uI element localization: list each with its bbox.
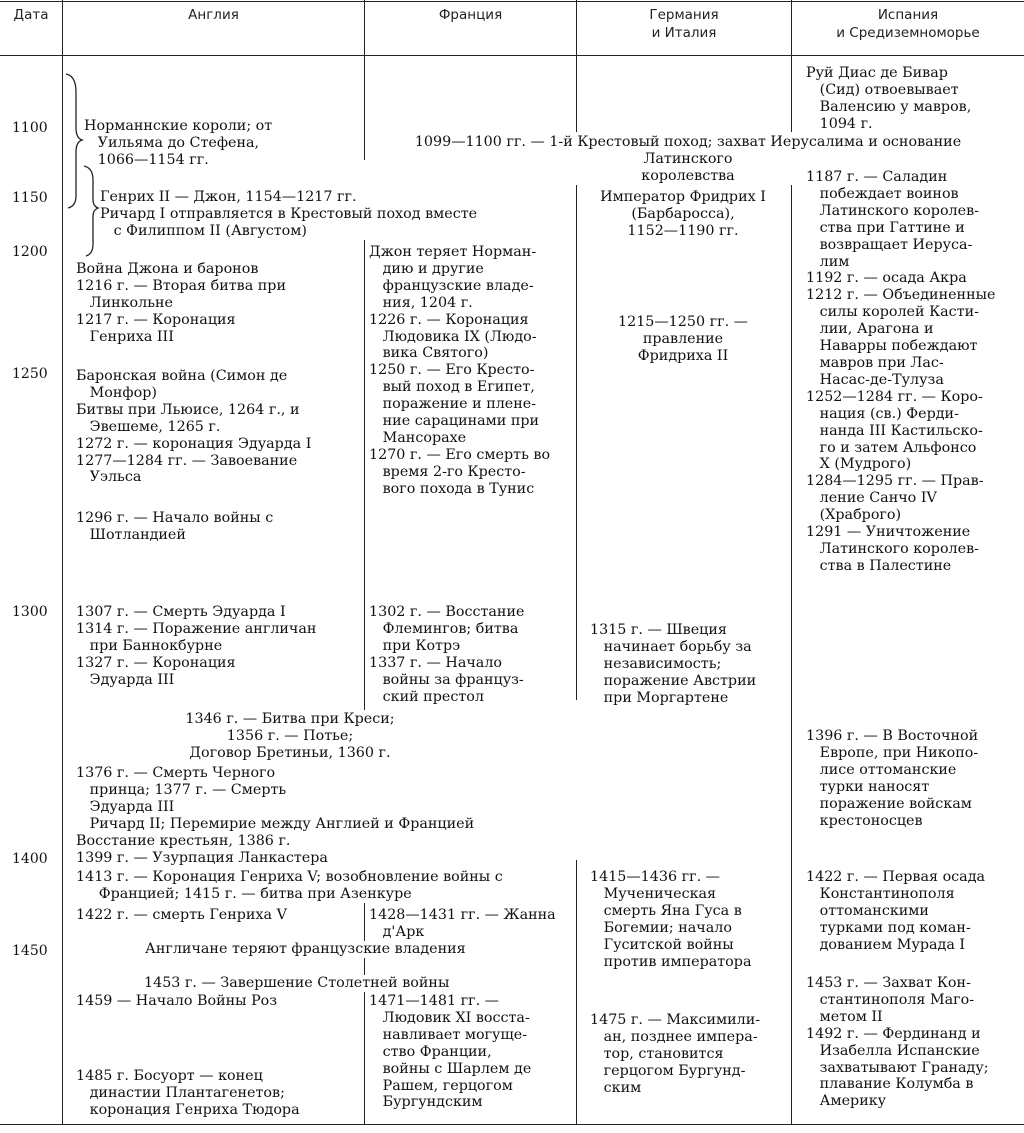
entry-england-scotland: 1296 г. — Начало войны с Шотландией bbox=[76, 510, 274, 543]
brace-norman-kings bbox=[66, 74, 82, 208]
header-france: Франция bbox=[438, 7, 503, 23]
entry-england-wars-of-roses: 1459 — Начало Войны Роз bbox=[76, 993, 278, 1009]
entry-england-henry-ii: Генрих II — Джон, 1154—1217 гг. Ричард I отправляется в Крестовый поход вместе с Филиппом II (Августом) bbox=[100, 189, 478, 239]
entry-hundred-years-war-end: 1453 г. — Завершение Столетней войны bbox=[144, 975, 450, 991]
entry-spain-saladin: 1187 г. — Саладин побеждает воинов Латинского королев- ства при Гаттине и возвращает Иеруса- лим 1192 г. — осада Акра 1212 г. — Объединенные силы королей Касти- лии, Арагона и Наварры побеждают мавров при Лас- Насас-де-Тулуза 1252—1284 гг. — Коро- нация (св.) Ферди- нанда III Кастильско- го и затем Альфонсо Х (Мудрого) 1284—1295 гг. — Прав- ление Санчо IV (Храброго) 1291 — Уничтожение Латинского королев- ства в Палестине bbox=[806, 169, 996, 574]
entry-spain-granada: 1453 г. — Захват Кон- стантинополя Маго- метом II 1492 г. — Фердинанд и Изабелла Испанские захватывают Гранаду; плавание Колумба в Америку bbox=[806, 975, 989, 1110]
header-germany-italy: Германия и Италия bbox=[649, 7, 719, 41]
entry-france-flemings: 1302 г. — Восстание Флемингов; битва при Котрэ 1337 г. — Начало войны за француз- ский престол bbox=[369, 604, 525, 705]
header-england: Англия bbox=[188, 7, 239, 23]
entry-henry-v-agincourt: 1413 г. — Коронация Генриха V; возобновление войны с Францией; 1415 г. — битва при Азенкуре bbox=[76, 869, 503, 902]
year-1250: 1250 bbox=[12, 366, 48, 382]
entry-germany-sweden: 1315 г. — Швеция начинает борьбу за независимость; поражение Австрии при Моргартене bbox=[590, 622, 757, 706]
brace-angevin-kings bbox=[84, 166, 98, 256]
entry-france-normandy: Джон теряет Норман- дию и другие французские владе- ния, 1204 г. 1226 г. — Коронация Людовика IX (Людо- вика Святого) 1250 г. — Его Кресто- вый поход в Египет, поражение и плене- ние сарацинами при Мансорахе 1270 г. — Его смерть во время 2-го Кресто- вого похода в Тунис bbox=[369, 244, 551, 497]
entry-france-louis-xi: 1471—1481 гг. — Людовик XI восста- навливает могуще- ство Франции, войны с Шарлем де Рашем, герцогом Бургундским bbox=[369, 993, 532, 1111]
year-1200: 1200 bbox=[12, 244, 48, 260]
header-spain-mediterranean: Испания и Средиземноморье bbox=[836, 7, 980, 41]
year-1100: 1100 bbox=[12, 120, 48, 136]
entry-germany-hus: 1415—1436 гг. — Мученическая смерть Яна Гуса в Богемии; начало Гуситской войны против императора bbox=[590, 869, 752, 970]
entry-england-john-barons: Война Джона и баронов 1216 г. — Вторая битва при Линкольне 1217 г. — Коронация Генриха III bbox=[76, 261, 286, 345]
entry-england-barons-war: Баронская война (Симон де Монфор) Битвы при Льюисе, 1264 г., и Эвешеме, 1265 г. 1272 г. — коронация Эдуарда I 1277—1284 гг. — Завоевание Уэльса bbox=[76, 368, 312, 486]
year-1150: 1150 bbox=[12, 190, 48, 206]
entry-england-bosworth: 1485 г. Босуорт — конец династии Плантагенетов; коронация Генриха Тюдора bbox=[76, 1068, 300, 1118]
header-date: Дата bbox=[13, 7, 49, 23]
entry-england-henry-v-death: 1422 г. — смерть Генриха V bbox=[76, 907, 287, 923]
entry-france-joan-of-arc: 1428—1431 гг. — Жанна д'Арк bbox=[369, 907, 556, 940]
year-1450: 1450 bbox=[12, 943, 48, 959]
entry-germany-barbarossa: Император Фридрих I (Барбаросса), 1152—1190 гг. bbox=[600, 189, 766, 239]
year-1400: 1400 bbox=[12, 851, 48, 867]
entry-france-lands-lost: Англичане теряют французские владения bbox=[145, 941, 466, 957]
entry-germany-maximilian: 1475 г. — Максимили- ан, позднее импера- тор, становится герцогом Бургунд- ским bbox=[590, 1012, 761, 1096]
year-1300: 1300 bbox=[12, 604, 48, 620]
entry-spain-cid: Руй Диас де Бивар (Сид) отвоевывает Валенсию у мавров, 1094 г. bbox=[806, 65, 972, 132]
entry-england-norman-kings: Норманнские короли; от Уильяма до Стефена, 1066—1154 гг. bbox=[84, 118, 273, 168]
entry-england-richard-ii: 1376 г. — Смерть Черного принца; 1377 г. — Смерть Эдуарда III Ричард II; Перемирие между Англией и Францией Восстание крестьян, 1386 г. 1399 г. — Узурпация Ланкастера bbox=[76, 765, 475, 866]
entry-spain-nicopolis: 1396 г. — В Восточной Европе, при Никопо- лисе оттоманские турки наносят поражение войскам крестоносцев bbox=[806, 728, 979, 829]
entry-germany-frederick-ii: 1215—1250 гг. — правление Фридриха II bbox=[618, 314, 748, 364]
entry-england-edward: 1307 г. — Смерть Эдуарда I 1314 г. — Поражение англичан при Баннокбурне 1327 г. — Коронация Эдуарда III bbox=[76, 604, 317, 688]
entry-crecy-poitiers: 1346 г. — Битва при Креси; 1356 г. — Потье; Договор Бретиньи, 1360 г. bbox=[185, 711, 395, 761]
entry-spain-constantinople-siege: 1422 г. — Первая осада Константинополя оттоманскими турками под коман- дованием Мурада I bbox=[806, 869, 986, 953]
entry-first-crusade: 1099—1100 гг. — 1-й Крестовый поход; захват Иерусалима и основание Латинского королевства bbox=[376, 134, 1000, 185]
